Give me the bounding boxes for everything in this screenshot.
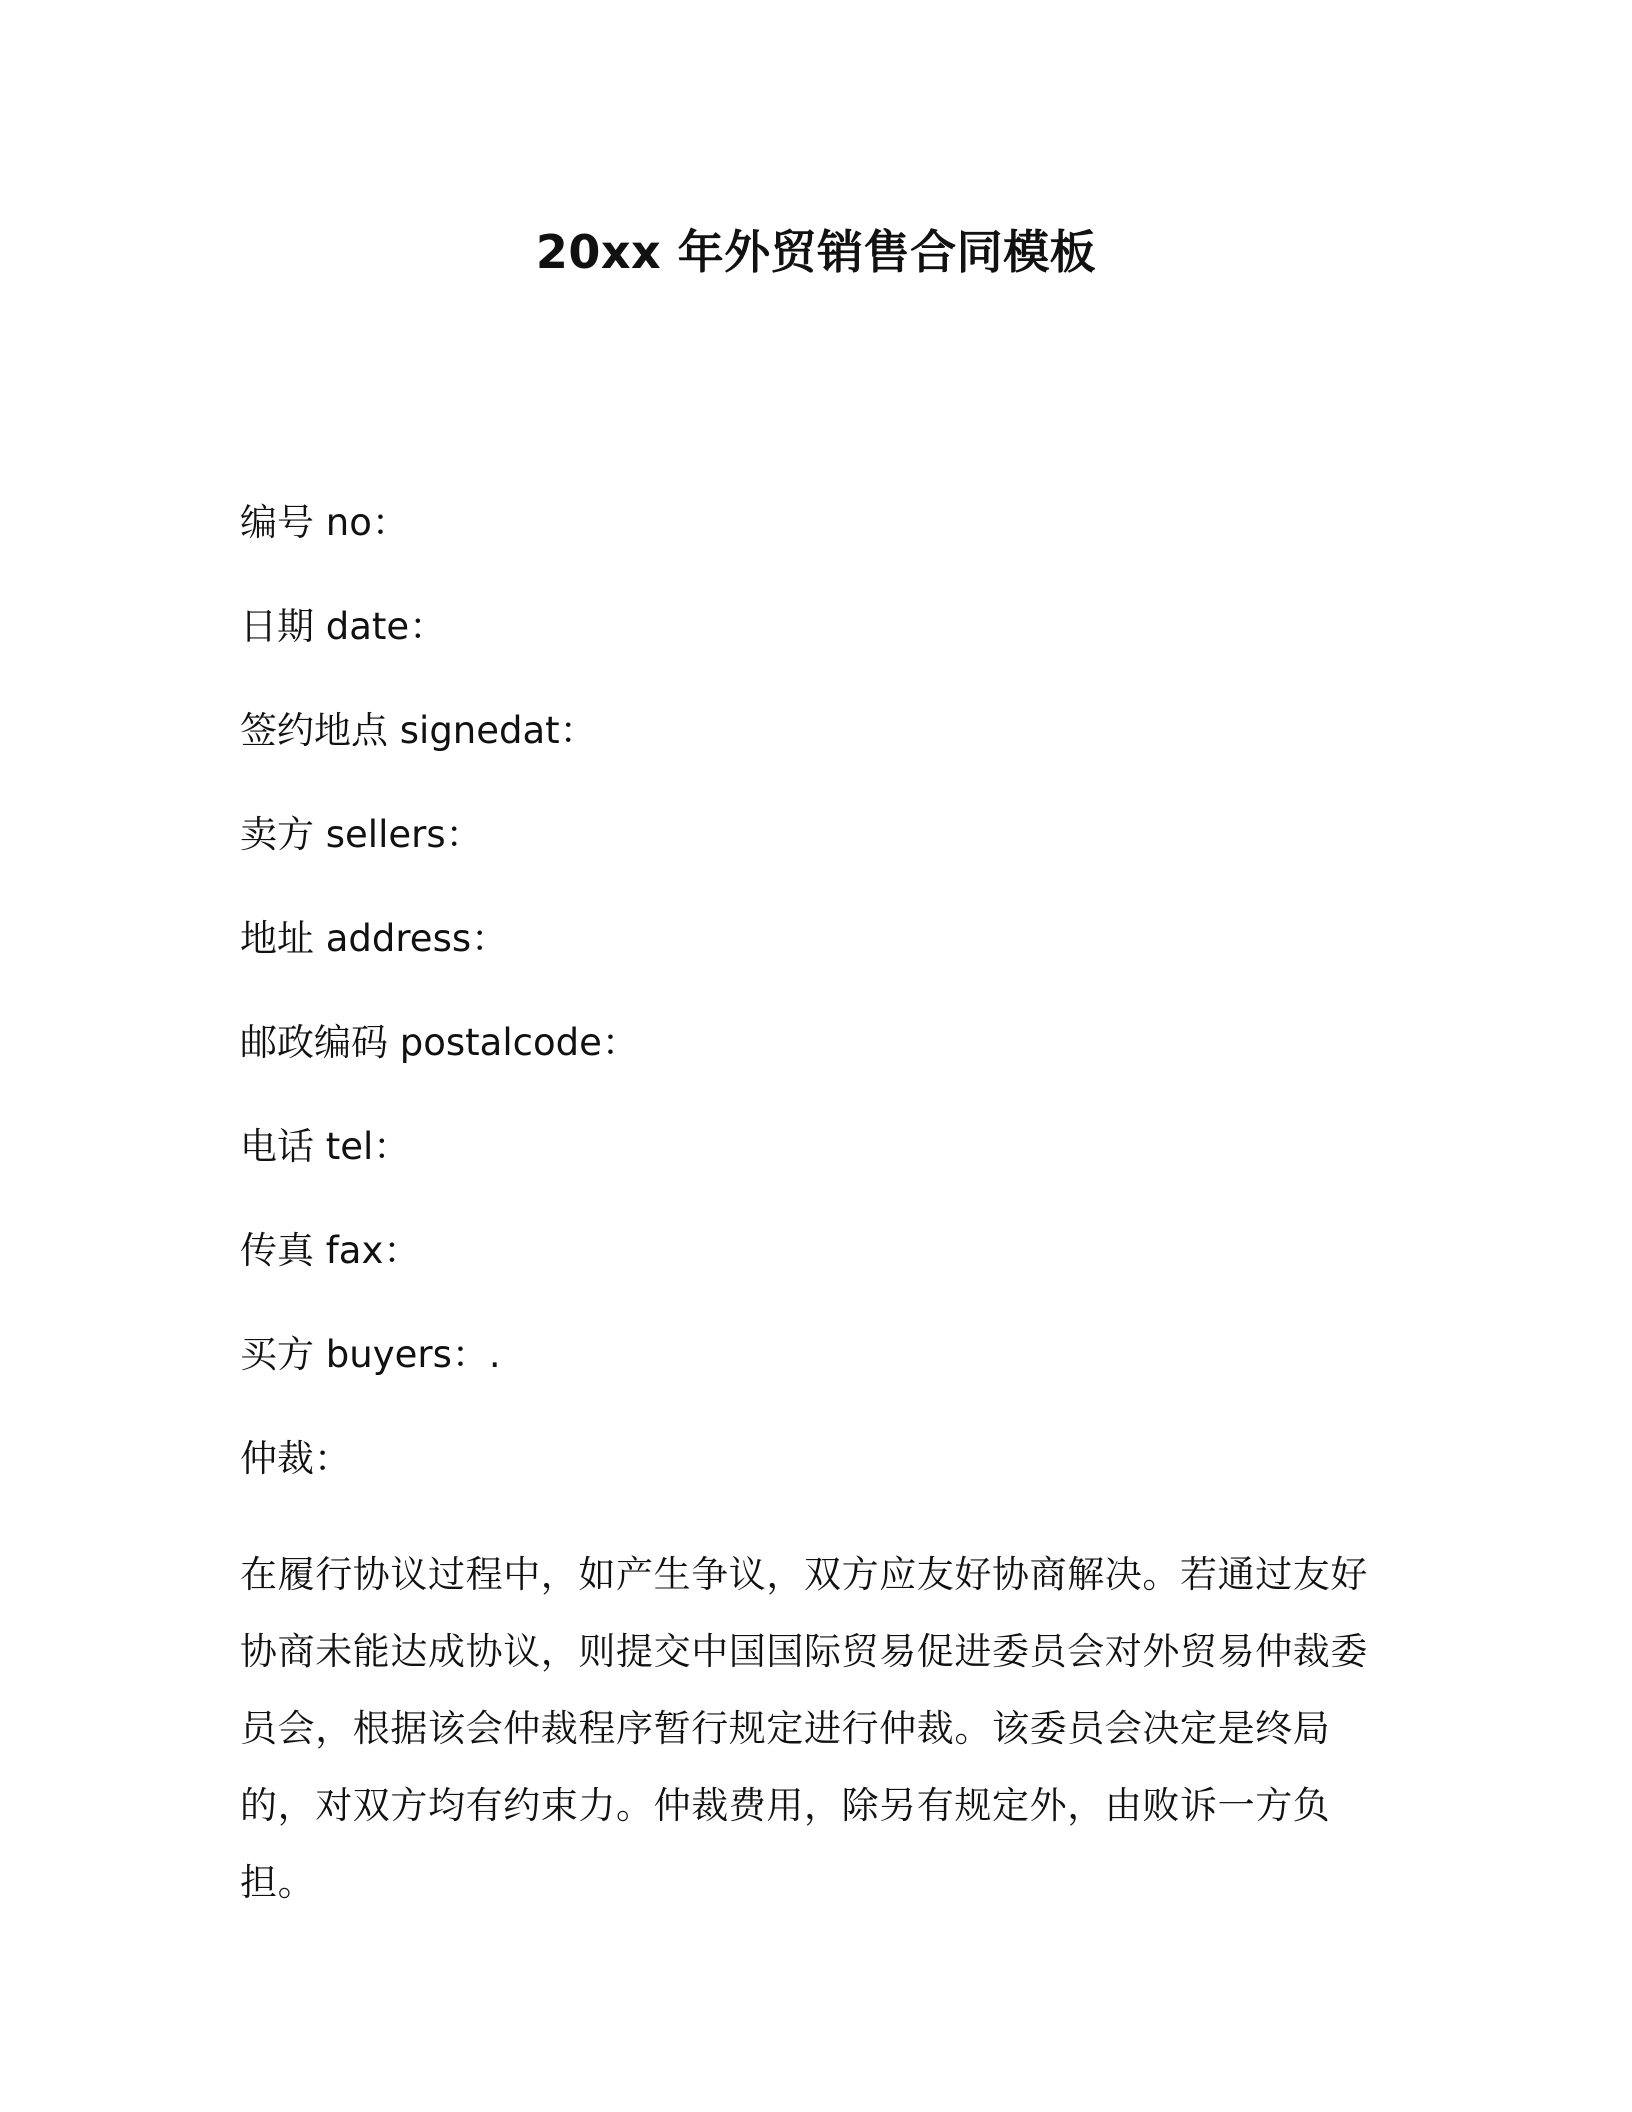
field-buyer: 买方 buyers：. — [240, 1333, 501, 1376]
field-fax: 传真 fax： — [240, 1229, 421, 1272]
field-seller: 卖方 sellers： — [240, 813, 483, 856]
field-signing-place: 签约地点 signedat： — [240, 709, 597, 752]
field-postal-code: 邮政编码 postalcode： — [240, 1021, 639, 1064]
document-title: 20xx 年外贸销售合同模板 — [535, 225, 1097, 279]
arbitration-clause: 在履行协议过程中，如产生争议，双方应友好协商解决。若通过友好协商未能达成协议，则提交中国国际贸易促进委员会对外贸易仲裁委员会，根据该会仲裁程序暂行规定进行仲裁。该委员会决定是终局的，对双方均有约束力。仲裁费用，除另有规定外，由败诉一方负担。 — [240, 1553, 1368, 1904]
field-number: 编号 no： — [240, 501, 409, 544]
field-arbitration-heading: 仲裁： — [240, 1437, 351, 1480]
field-telephone: 电话 tel： — [240, 1125, 411, 1168]
field-address: 地址 address： — [240, 917, 509, 960]
contract-fields — [240, 498, 1400, 1538]
field-date: 日期 date： — [240, 605, 447, 648]
